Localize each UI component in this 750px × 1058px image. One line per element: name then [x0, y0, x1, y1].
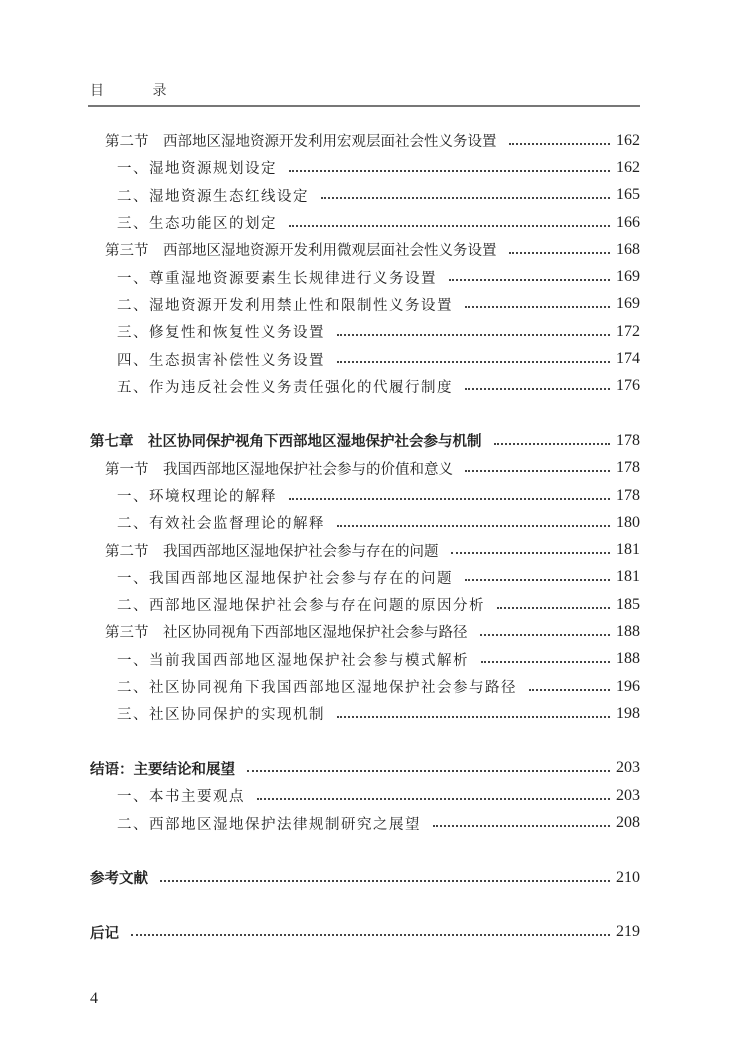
toc-entry-page: 210: [616, 868, 640, 886]
toc-entry-title: 第二节 西部地区湿地资源开发利用宏观层面社会性义务设置: [105, 134, 497, 151]
toc-entry-title: 四、生态损害补偿性义务设置: [117, 352, 325, 369]
toc-entry-page: 169: [616, 268, 640, 286]
dot-leader: [497, 607, 610, 609]
toc-chapter[interactable]: [90, 427, 640, 454]
toc-section[interactable]: [90, 618, 640, 645]
toc-entry-page: 162: [616, 131, 640, 149]
toc-entry-title: 第一节 我国西部地区湿地保护社会参与的价值和意义: [105, 461, 453, 478]
toc-entry-title: 二、湿地资源生态红线设定: [117, 188, 309, 205]
dot-leader: [433, 825, 610, 827]
toc-subsection[interactable]: [90, 564, 640, 591]
toc-entry-title: 三、修复性和恢复性义务设置: [117, 325, 325, 342]
toc-entry-page: 176: [616, 377, 640, 395]
toc-entry-title: 三、生态功能区的划定: [117, 216, 277, 233]
dot-leader: [529, 689, 610, 691]
toc-entry-title: 三、社区协同保护的实现机制: [117, 707, 325, 724]
toc-entry-title: 二、西部地区湿地保护社会参与存在问题的原因分析: [117, 598, 485, 615]
running-header: 目 录: [90, 83, 189, 99]
toc-section[interactable]: [90, 455, 640, 482]
toc-entry-title: 二、有效社会监督理论的解释: [117, 516, 325, 533]
toc-subsection[interactable]: [90, 700, 640, 727]
toc-entry-title: 五、作为违反社会性义务责任强化的代履行制度: [117, 379, 453, 396]
toc-entry-page: 178: [616, 486, 640, 504]
toc-entry-page: 196: [616, 677, 640, 695]
dot-leader: [321, 197, 610, 199]
dot-leader: [449, 279, 610, 281]
toc-entry-page: 168: [616, 240, 640, 258]
dot-leader: [160, 880, 610, 882]
dot-leader: [509, 252, 611, 254]
toc-subsection[interactable]: [90, 318, 640, 345]
toc-spacer: [90, 728, 640, 755]
toc-entry-page: 165: [616, 186, 640, 204]
toc-subsection[interactable]: [90, 182, 640, 209]
toc-entry-title: 第三节 西部地区湿地资源开发利用微观层面社会性义务设置: [105, 243, 497, 260]
toc-chapter[interactable]: [90, 919, 640, 946]
toc-entry-page: 178: [616, 431, 640, 449]
toc-subsection[interactable]: [90, 154, 640, 181]
toc-entry-title: 参考文献: [90, 870, 148, 888]
toc-entry-title: 一、尊重湿地资源要素生长规律进行义务设置: [117, 270, 437, 287]
toc-entry-page: 219: [616, 923, 640, 941]
toc-spacer: [90, 400, 640, 427]
toc-section[interactable]: [90, 536, 640, 563]
toc-entry-page: 185: [616, 595, 640, 613]
toc-subsection[interactable]: [90, 209, 640, 236]
dot-leader: [465, 579, 610, 581]
toc-entry-page: 172: [616, 322, 640, 340]
toc-entry-title: 一、当前我国西部地区湿地保护社会参与模式解析: [117, 652, 469, 669]
toc-subsection[interactable]: [90, 373, 640, 400]
table-of-contents: [90, 127, 640, 946]
dot-leader: [337, 716, 610, 718]
header-rule: [88, 105, 640, 107]
dot-leader: [480, 634, 611, 636]
toc-subsection[interactable]: [90, 591, 640, 618]
toc-subsection[interactable]: [90, 482, 640, 509]
toc-entry-title: 第七章 社区协同保护视角下西部地区湿地保护社会参与机制: [90, 433, 482, 451]
dot-leader: [247, 770, 610, 772]
toc-section[interactable]: [90, 236, 640, 263]
toc-entry-page: 181: [616, 568, 640, 586]
dot-leader: [337, 334, 610, 336]
toc-entry-title: 一、我国西部地区湿地保护社会参与存在的问题: [117, 570, 453, 587]
toc-entry-page: 203: [616, 786, 640, 804]
toc-entry-title: 二、西部地区湿地保护法律规制研究之展望: [117, 816, 421, 833]
toc-entry-page: 180: [616, 513, 640, 531]
toc-spacer: [90, 837, 640, 864]
dot-leader: [465, 388, 610, 390]
toc-subsection[interactable]: [90, 509, 640, 536]
toc-subsection[interactable]: [90, 345, 640, 372]
dot-leader: [465, 306, 610, 308]
dot-leader: [131, 934, 610, 936]
toc-entry-title: 一、湿地资源规划设定: [117, 161, 277, 178]
dot-leader: [509, 143, 611, 145]
dot-leader: [451, 552, 611, 554]
dot-leader: [494, 443, 611, 445]
toc-entry-title: 后记: [90, 924, 119, 942]
toc-entry-title: 结语：主要结论和展望: [90, 760, 235, 778]
toc-entry-page: 178: [616, 459, 640, 477]
toc-entry-page: 188: [616, 650, 640, 668]
toc-subsection[interactable]: [90, 291, 640, 318]
page-number: 4: [90, 990, 98, 1007]
toc-entry-page: 169: [616, 295, 640, 313]
toc-subsection[interactable]: [90, 673, 640, 700]
toc-chapter[interactable]: [90, 755, 640, 782]
dot-leader: [337, 525, 610, 527]
toc-entry-title: 二、湿地资源开发利用禁止性和限制性义务设置: [117, 297, 453, 314]
toc-subsection[interactable]: [90, 809, 640, 836]
toc-entry-page: 174: [616, 350, 640, 368]
toc-entry-title: 第三节 社区协同视角下西部地区湿地保护社会参与路径: [105, 625, 468, 642]
dot-leader: [481, 661, 610, 663]
dot-leader: [337, 361, 610, 363]
toc-entry-page: 208: [616, 814, 640, 832]
dot-leader: [289, 225, 610, 227]
dot-leader: [465, 470, 610, 472]
toc-entry-title: 二、社区协同视角下我国西部地区湿地保护社会参与路径: [117, 680, 517, 697]
toc-entry-page: 203: [616, 759, 640, 777]
dot-leader: [257, 798, 610, 800]
toc-entry-page: 162: [616, 158, 640, 176]
toc-entry-page: 166: [616, 213, 640, 231]
toc-subsection[interactable]: [90, 646, 640, 673]
toc-entry-page: 181: [616, 541, 640, 559]
toc-entry-title: 一、环境权理论的解释: [117, 489, 277, 505]
toc-subsection[interactable]: [90, 263, 640, 290]
toc-subsection[interactable]: [90, 782, 640, 809]
toc-entry-title: 一、本书主要观点: [117, 789, 245, 806]
toc-section[interactable]: [90, 127, 640, 154]
toc-entry-page: 198: [616, 704, 640, 722]
dot-leader: [289, 170, 610, 172]
toc-spacer: [90, 891, 640, 918]
toc-entry-title: 第二节 我国西部地区湿地保护社会参与存在的问题: [105, 543, 439, 560]
toc-entry-page: 188: [616, 622, 640, 640]
toc-chapter[interactable]: [90, 864, 640, 891]
dot-leader: [289, 498, 610, 500]
